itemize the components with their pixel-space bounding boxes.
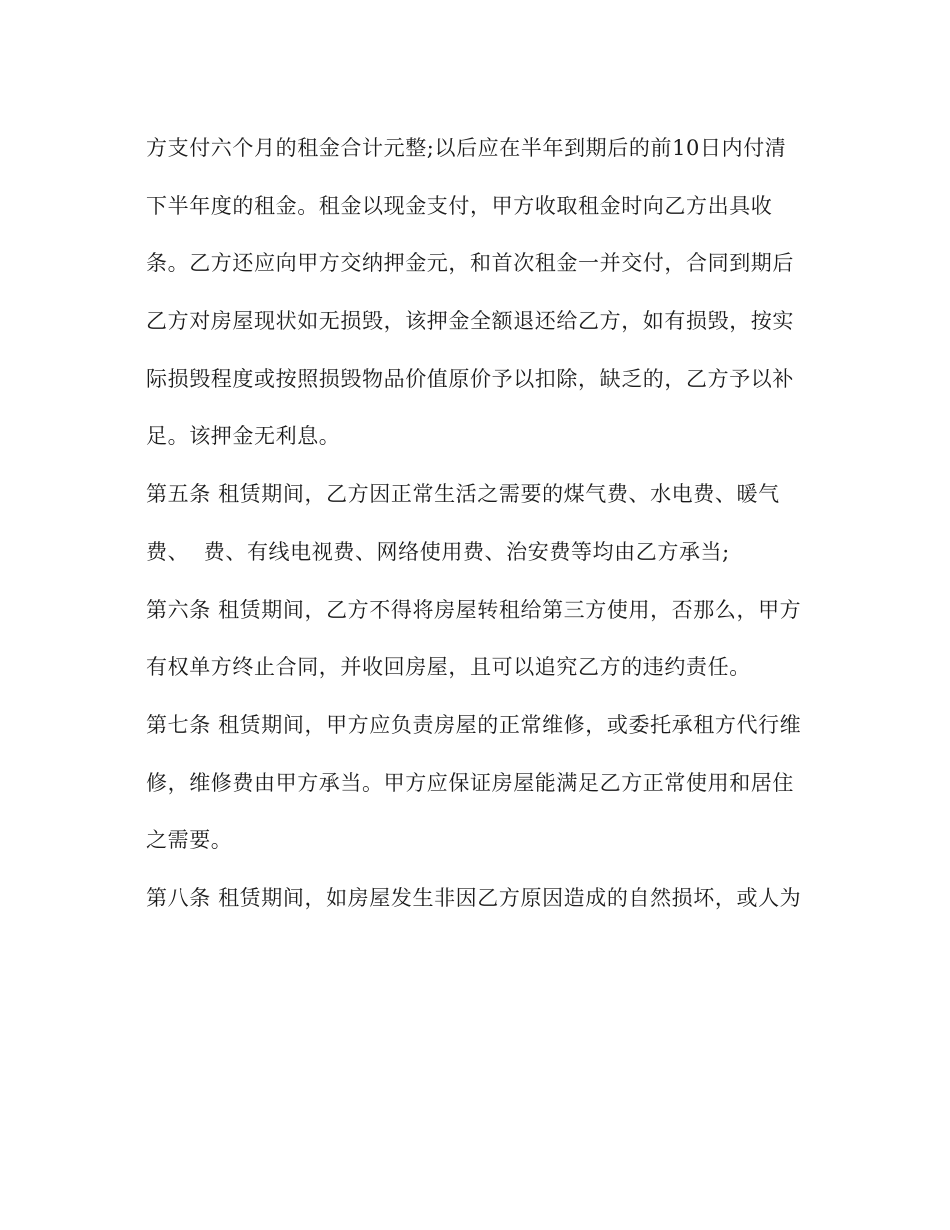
text-line-3: 条。乙方还应向甲方交纳押金元，和首次租金一并交付，合同到期后 bbox=[146, 251, 794, 276]
text-line-12: 修，维修费由甲方承当。甲方应保证房屋能满足乙方正常使用和居住 bbox=[146, 770, 794, 795]
text-line-9: 第六条 租赁期间，乙方不得将房屋转租给第三方使用，否那么，甲方 bbox=[146, 597, 802, 622]
document-body bbox=[146, 120, 826, 928]
text-line-6: 足。该押金无利息。 bbox=[146, 424, 341, 449]
text-line-7: 第五条 租赁期间，乙方因正常生活之需要的煤气费、水电费、暖气 bbox=[146, 482, 780, 507]
text-line-13: 之需要。 bbox=[146, 828, 233, 853]
text-line-8: 费、 费、有线电视费、网络使用费、治安费等均由乙方承当; bbox=[146, 539, 730, 564]
text-line-2: 下半年度的租金。租金以现金支付，甲方收取租金时向乙方出具收 bbox=[146, 193, 773, 218]
text-line-14: 第八条 租赁期间，如房屋发生非因乙方原因造成的自然损坏，或人为 bbox=[146, 885, 802, 910]
text-line-1: 方支付六个月的租金合计元整;以后应在半年到期后的前10日内付清 bbox=[146, 136, 787, 160]
text-line-11: 第七条 租赁期间，甲方应负责房屋的正常维修，或委托承租方代行维 bbox=[146, 712, 802, 737]
text-line-4: 乙方对房屋现状如无损毁，该押金全额退还给乙方，如有损毁，按实 bbox=[146, 309, 794, 334]
text-line-5: 际损毁程度或按照损毁物品价值原价予以扣除，缺乏的，乙方予以补 bbox=[146, 366, 794, 391]
text-line-10: 有权单方终止合同，并收回房屋，且可以追究乙方的违约责任。 bbox=[146, 655, 751, 680]
